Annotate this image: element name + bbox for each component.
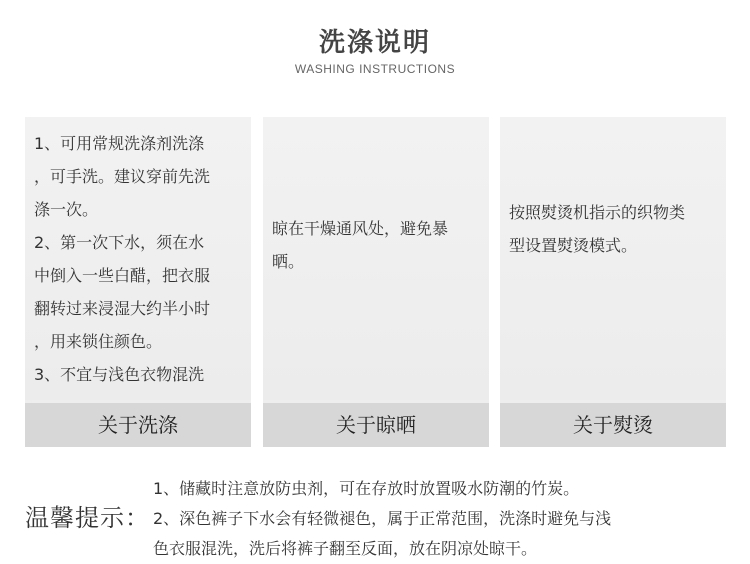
- card-body: [500, 117, 726, 400]
- card-drying-label: 关于晾晒: [263, 403, 489, 447]
- tip-line: 2、深色裤子下水会有轻微褪色，属于正常范围，洗涤时避免与浅: [153, 509, 612, 528]
- card-ironing: [500, 117, 726, 447]
- card-drying: [263, 117, 489, 447]
- header: [0, 0, 750, 90]
- card-body: [25, 117, 251, 400]
- card-washing: [25, 117, 251, 447]
- card-ironing-text: 按照熨烫机指示的织物类 型设置熨烫模式。: [509, 203, 686, 255]
- page-title: 洗涤说明: [318, 28, 431, 58]
- card-washing-text: 1、可用常规洗涤剂洗涤 ，可手洗。建议穿前先洗 涤一次。 2、第一次下水，须在水 中倒入一些白醋，把衣服 翻转过来浸湿大约半小时 ，用来锁住颜色。 3、不宜与浅色衣物混洗: [34, 134, 211, 384]
- card-ironing-label: 关于熨烫: [500, 403, 726, 447]
- card-body: [263, 117, 489, 400]
- tip-line: 1、储藏时注意放防虫剂，可在存放时放置吸水防潮的竹炭。: [153, 479, 580, 498]
- tip-line: 色衣服混洗，洗后将裤子翻至反面，放在阴凉处晾干。: [153, 539, 538, 558]
- card-washing-label: 关于洗涤: [25, 403, 251, 447]
- page-subtitle: WASHING INSTRUCTIONS: [294, 62, 456, 76]
- card-drying-text: 晾在干燥通风处，避免暴 晒。: [272, 219, 449, 271]
- tips-label: 温馨提示：: [25, 504, 150, 532]
- tips-list: [153, 474, 743, 564]
